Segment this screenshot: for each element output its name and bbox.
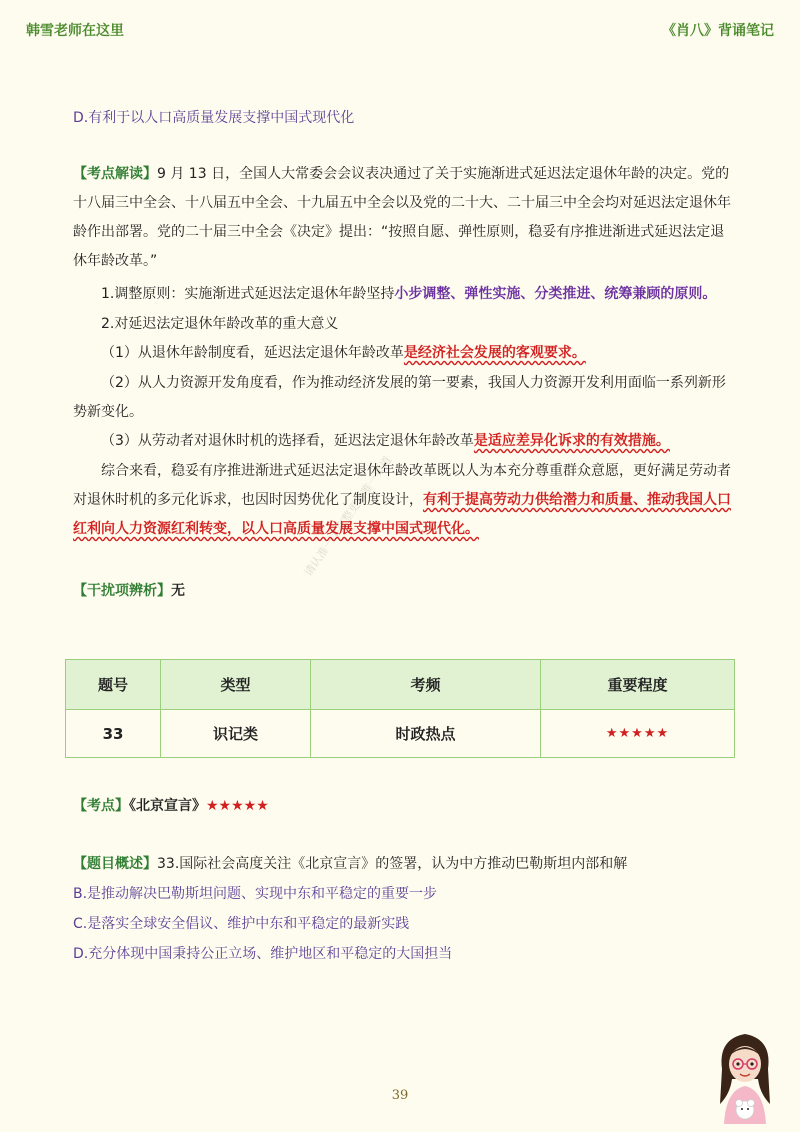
- analysis-p1-text: 1.调整原则：实施渐进式延迟法定退休年龄坚持: [101, 286, 395, 302]
- distractor-line: [73, 580, 185, 600]
- summary-tag: 【题目概述】: [73, 856, 157, 872]
- table-cell: 33: [66, 710, 161, 758]
- analysis-intro-text: 9 月 13 日，全国人大常委会会议表决通过了关于实施渐进式延迟法定退休年龄的决定。党的十八届三中全会、十八届五中全会、十九届五中全会以及党的二十大、二十届三中全会均对延迟法定退休年龄作出部署。党的二十届三中全会《决定》提出：“按照自愿、弹性原则，稳妥有序推进渐进式延迟法定退休年龄改革。”: [73, 166, 731, 269]
- summary-text: 33.国际社会高度关注《北京宣言》的签署，认为中方推动巴勒斯坦内部和解: [157, 856, 628, 872]
- analysis-p3: [73, 339, 733, 368]
- kaodian-stars: ★★★★★: [206, 798, 269, 814]
- analysis-p5-text: （3）从劳动者对退休时机的选择看，延迟法定退休年龄改革: [101, 433, 474, 449]
- analysis-p3-highlight: 是经济社会发展的客观要求。: [403, 345, 586, 361]
- analysis-p6: [73, 457, 733, 544]
- kaodian-tag: 【考点】: [73, 798, 129, 814]
- option-c: C.是落实全球安全倡议、维护中东和平稳定的最新实践: [73, 916, 410, 932]
- analysis-intro: [73, 160, 733, 276]
- analysis-p3-text: （1）从退休年龄制度看，延迟法定退休年龄改革: [101, 345, 404, 361]
- distractor-tag: 【干扰项辨析】: [73, 583, 171, 599]
- kaodian-title: 《北京宣言》: [129, 798, 206, 814]
- distractor-value: 无: [171, 583, 185, 599]
- option-d-prev: D.有利于以人口高质量发展支撑中国式现代化: [73, 110, 355, 126]
- cartoon-teacher-avatar: [710, 1024, 780, 1124]
- analysis-p6-highlight: 有利于提高劳动力供给潜力和质量、推动我国人口红利向人力资源红利转变，以人口高质量发展支撑中国式现代化。: [73, 492, 731, 537]
- table-header-cell: 考频: [311, 660, 541, 710]
- watermark-text: 请认准一手完整更新唯一渠道: [301, 454, 395, 579]
- table-header-cell: 题号: [66, 660, 161, 710]
- analysis-p1-highlight: 小步调整、弹性实施、分类推进、统筹兼顾的原则。: [394, 286, 717, 302]
- table-header-cell: 重要程度: [541, 660, 735, 710]
- question-info-table: [65, 659, 735, 758]
- summary-line: [73, 853, 627, 873]
- header-left-title: 韩雪老师在这里: [26, 23, 124, 39]
- table-header-cell: 类型: [161, 660, 311, 710]
- table-cell: 时政热点: [311, 710, 541, 758]
- kaodian-line: [73, 795, 269, 815]
- header-right-title: 《肖八》背诵笔记: [662, 23, 774, 39]
- page-number: 39: [391, 1088, 409, 1103]
- table-cell: 识记类: [161, 710, 311, 758]
- analysis-p5-highlight: 是适应差异化诉求的有效措施。: [473, 433, 670, 449]
- table-header-row: [66, 660, 735, 710]
- table-row: [66, 710, 735, 758]
- analysis-p2: 2.对延迟法定退休年龄改革的重大意义: [101, 316, 339, 332]
- analysis-p5: [73, 427, 733, 456]
- option-b: B.是推动解决巴勒斯坦问题、实现中东和平稳定的重要一步: [73, 886, 438, 902]
- analysis-p6-text: 综合来看，稳妥有序推进渐进式延迟法定退休年龄改革既以人为本充分尊重群众意愿，更好满足劳动者对退休时机的多元化诉求，也因时因势优化了制度设计，: [73, 463, 731, 508]
- analysis-tag: 【考点解读】: [73, 166, 157, 182]
- option-d: D.充分体现中国秉持公正立场、维护地区和平稳定的大国担当: [73, 946, 453, 962]
- analysis-p4: （2）从人力资源开发角度看，作为推动经济发展的第一要素，我国人力资源开发利用面临一系列新形势新变化。: [73, 375, 726, 420]
- analysis-p1: [73, 280, 733, 309]
- importance-stars: ★★★★★: [541, 710, 735, 758]
